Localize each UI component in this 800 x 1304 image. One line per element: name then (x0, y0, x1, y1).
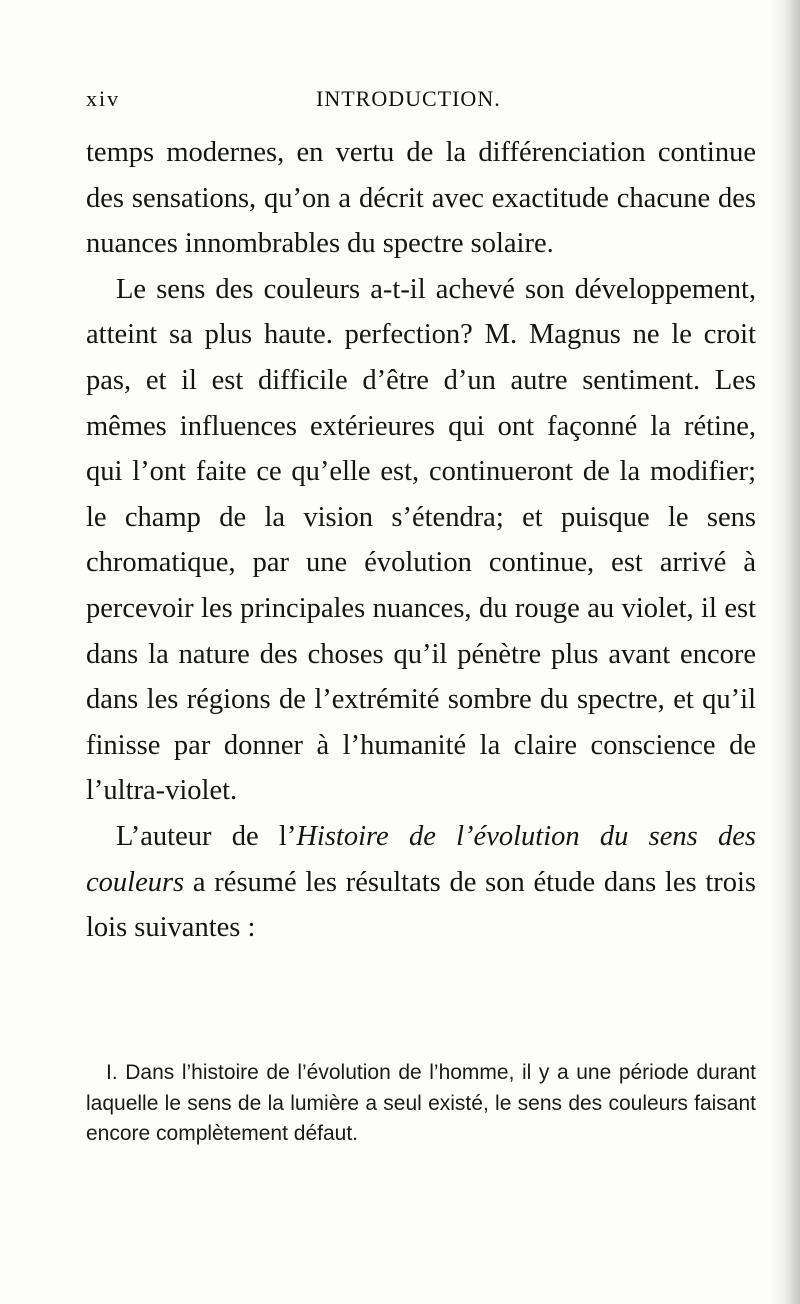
running-head (86, 86, 756, 116)
page-edge-shadow (770, 0, 800, 1304)
paragraph-1: temps modernes, en vertu de la différenciation continue des sensations, qu’on a décrit avec exactitude chacune des nuances innombrables du spectre solaire. (86, 137, 756, 260)
book-title-italic: Histoire de l’évolution du sens des couleurs (86, 820, 756, 898)
running-title: INTRODUCTION. (316, 86, 501, 111)
paragraph-3-start: L’auteur de l’ (116, 820, 297, 852)
paragraph-2: Le sens des couleurs a-t-il achevé son développement, atteint sa plus haute. perfection? M. Magnus ne le croit pas, et il est difficile d’être d’un autre sentiment. Les mêmes influences extérieures qui ont façonné la rétine, qui l’ont faite ce qu’elle est, continueront de la modifier; le champ de la vision s’étendra; et puisque le sens chromatique, par une évolution continue, est arrivé à percevoir les principales nuances, du rouge au violet, il est dans la nature des choses qu’il pénètre plus avant encore dans les régions de l’extrémité sombre du spectre, et qu’il finisse par donner à l’humanité la claire conscience de l’ultra-violet. (86, 273, 756, 807)
footnote (86, 1058, 756, 1150)
footnote-text: I. Dans l’histoire de l’évolution de l’homme, il y a une période durant laquelle le sens de la lumière a seul existé, le sens des couleurs faisant encore complètement défaut. (86, 1061, 756, 1145)
page-number: xiv (86, 86, 121, 111)
paragraph-3 (86, 814, 756, 951)
paragraph-3-end: a résumé les résultats de son étude dans les trois lois suivantes : (86, 866, 756, 944)
main-text (86, 130, 756, 951)
